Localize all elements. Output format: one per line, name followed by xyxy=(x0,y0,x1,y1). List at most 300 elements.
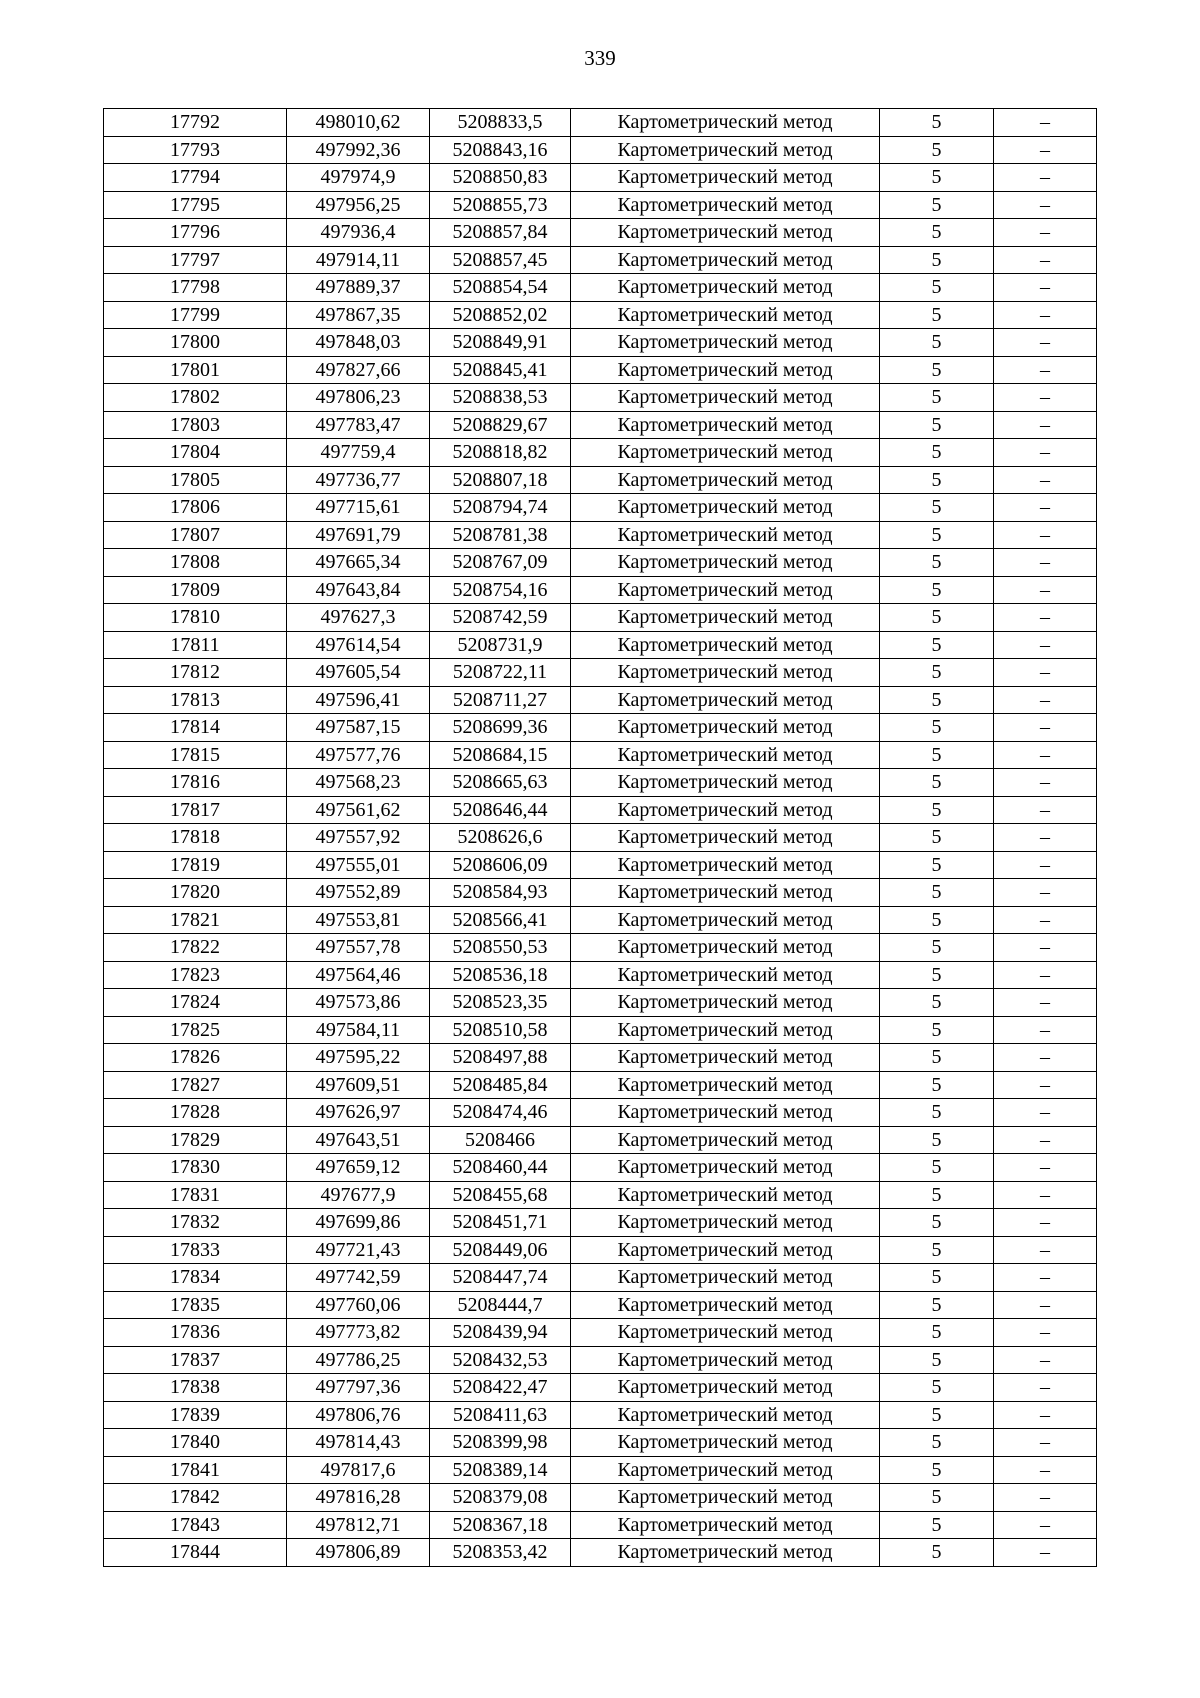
method-cell: Картометрический метод xyxy=(571,274,880,302)
point-number-cell: 17837 xyxy=(104,1346,287,1374)
note-cell: – xyxy=(994,246,1097,274)
table-row xyxy=(104,879,1097,907)
x-coordinate-cell: 497814,43 xyxy=(287,1429,430,1457)
accuracy-cell: 5 xyxy=(880,329,994,357)
accuracy-cell: 5 xyxy=(880,1209,994,1237)
y-coordinate-cell: 5208379,08 xyxy=(430,1484,571,1512)
point-number-cell: 17831 xyxy=(104,1181,287,1209)
point-number-cell: 17815 xyxy=(104,741,287,769)
table-row xyxy=(104,1429,1097,1457)
point-number-cell: 17820 xyxy=(104,879,287,907)
method-cell: Картометрический метод xyxy=(571,1429,880,1457)
method-cell: Картометрический метод xyxy=(571,191,880,219)
y-coordinate-cell: 5208606,09 xyxy=(430,851,571,879)
accuracy-cell: 5 xyxy=(880,494,994,522)
x-coordinate-cell: 497817,6 xyxy=(287,1456,430,1484)
note-cell: – xyxy=(994,329,1097,357)
note-cell: – xyxy=(994,879,1097,907)
method-cell: Картометрический метод xyxy=(571,934,880,962)
accuracy-cell: 5 xyxy=(880,1044,994,1072)
accuracy-cell: 5 xyxy=(880,301,994,329)
accuracy-cell: 5 xyxy=(880,1484,994,1512)
table-row xyxy=(104,906,1097,934)
method-cell: Картометрический метод xyxy=(571,1099,880,1127)
y-coordinate-cell: 5208536,18 xyxy=(430,961,571,989)
point-number-cell: 17843 xyxy=(104,1511,287,1539)
table-row xyxy=(104,1456,1097,1484)
accuracy-cell: 5 xyxy=(880,769,994,797)
accuracy-cell: 5 xyxy=(880,686,994,714)
accuracy-cell: 5 xyxy=(880,466,994,494)
note-cell: – xyxy=(994,411,1097,439)
accuracy-cell: 5 xyxy=(880,659,994,687)
accuracy-cell: 5 xyxy=(880,549,994,577)
table-row xyxy=(104,1016,1097,1044)
x-coordinate-cell: 497699,86 xyxy=(287,1209,430,1237)
y-coordinate-cell: 5208584,93 xyxy=(430,879,571,907)
accuracy-cell: 5 xyxy=(880,989,994,1017)
x-coordinate-cell: 497812,71 xyxy=(287,1511,430,1539)
note-cell: – xyxy=(994,494,1097,522)
x-coordinate-cell: 497848,03 xyxy=(287,329,430,357)
accuracy-cell: 5 xyxy=(880,824,994,852)
accuracy-cell: 5 xyxy=(880,1099,994,1127)
method-cell: Картометрический метод xyxy=(571,164,880,192)
point-number-cell: 17821 xyxy=(104,906,287,934)
y-coordinate-cell: 5208754,16 xyxy=(430,576,571,604)
note-cell: – xyxy=(994,1484,1097,1512)
accuracy-cell: 5 xyxy=(880,631,994,659)
table-row xyxy=(104,961,1097,989)
note-cell: – xyxy=(994,356,1097,384)
note-cell: – xyxy=(994,1044,1097,1072)
table-row xyxy=(104,1346,1097,1374)
note-cell: – xyxy=(994,741,1097,769)
method-cell: Картометрический метод xyxy=(571,1209,880,1237)
point-number-cell: 17839 xyxy=(104,1401,287,1429)
note-cell: – xyxy=(994,686,1097,714)
method-cell: Картометрический метод xyxy=(571,1264,880,1292)
x-coordinate-cell: 497773,82 xyxy=(287,1319,430,1347)
table-row xyxy=(104,439,1097,467)
point-number-cell: 17840 xyxy=(104,1429,287,1457)
method-cell: Картометрический метод xyxy=(571,1539,880,1567)
page-number: 339 xyxy=(584,46,616,70)
note-cell: – xyxy=(994,604,1097,632)
accuracy-cell: 5 xyxy=(880,356,994,384)
table-row xyxy=(104,1071,1097,1099)
y-coordinate-cell: 5208399,98 xyxy=(430,1429,571,1457)
note-cell: – xyxy=(994,796,1097,824)
table-row xyxy=(104,109,1097,137)
note-cell: – xyxy=(994,1539,1097,1567)
accuracy-cell: 5 xyxy=(880,934,994,962)
method-cell: Картометрический метод xyxy=(571,1071,880,1099)
y-coordinate-cell: 5208439,94 xyxy=(430,1319,571,1347)
y-coordinate-cell: 5208460,44 xyxy=(430,1154,571,1182)
table-row xyxy=(104,934,1097,962)
y-coordinate-cell: 5208367,18 xyxy=(430,1511,571,1539)
method-cell: Картометрический метод xyxy=(571,851,880,879)
y-coordinate-cell: 5208444,7 xyxy=(430,1291,571,1319)
note-cell: – xyxy=(994,714,1097,742)
point-number-cell: 17792 xyxy=(104,109,287,137)
note-cell: – xyxy=(994,191,1097,219)
point-number-cell: 17832 xyxy=(104,1209,287,1237)
x-coordinate-cell: 497759,4 xyxy=(287,439,430,467)
accuracy-cell: 5 xyxy=(880,521,994,549)
y-coordinate-cell: 5208852,02 xyxy=(430,301,571,329)
accuracy-cell: 5 xyxy=(880,1016,994,1044)
accuracy-cell: 5 xyxy=(880,1374,994,1402)
point-number-cell: 17826 xyxy=(104,1044,287,1072)
x-coordinate-cell: 497889,37 xyxy=(287,274,430,302)
x-coordinate-cell: 497595,22 xyxy=(287,1044,430,1072)
note-cell: – xyxy=(994,1264,1097,1292)
method-cell: Картометрический метод xyxy=(571,961,880,989)
accuracy-cell: 5 xyxy=(880,1264,994,1292)
y-coordinate-cell: 5208794,74 xyxy=(430,494,571,522)
table-row xyxy=(104,164,1097,192)
method-cell: Картометрический метод xyxy=(571,439,880,467)
x-coordinate-cell: 497659,12 xyxy=(287,1154,430,1182)
method-cell: Картометрический метод xyxy=(571,246,880,274)
table-row xyxy=(104,466,1097,494)
point-number-cell: 17829 xyxy=(104,1126,287,1154)
accuracy-cell: 5 xyxy=(880,1071,994,1099)
accuracy-cell: 5 xyxy=(880,274,994,302)
x-coordinate-cell: 497584,11 xyxy=(287,1016,430,1044)
note-cell: – xyxy=(994,1511,1097,1539)
note-cell: – xyxy=(994,989,1097,1017)
accuracy-cell: 5 xyxy=(880,191,994,219)
table-row xyxy=(104,1099,1097,1127)
x-coordinate-cell: 497587,15 xyxy=(287,714,430,742)
note-cell: – xyxy=(994,274,1097,302)
x-coordinate-cell: 497974,9 xyxy=(287,164,430,192)
note-cell: – xyxy=(994,824,1097,852)
method-cell: Картометрический метод xyxy=(571,686,880,714)
method-cell: Картометрический метод xyxy=(571,1291,880,1319)
table-row xyxy=(104,1401,1097,1429)
note-cell: – xyxy=(994,1016,1097,1044)
table-row xyxy=(104,796,1097,824)
x-coordinate-cell: 497786,25 xyxy=(287,1346,430,1374)
method-cell: Картометрический метод xyxy=(571,1401,880,1429)
point-number-cell: 17795 xyxy=(104,191,287,219)
accuracy-cell: 5 xyxy=(880,879,994,907)
method-cell: Картометрический метод xyxy=(571,769,880,797)
accuracy-cell: 5 xyxy=(880,714,994,742)
note-cell: – xyxy=(994,1291,1097,1319)
y-coordinate-cell: 5208854,54 xyxy=(430,274,571,302)
point-number-cell: 17804 xyxy=(104,439,287,467)
table-row xyxy=(104,521,1097,549)
method-cell: Картометрический метод xyxy=(571,466,880,494)
y-coordinate-cell: 5208838,53 xyxy=(430,384,571,412)
note-cell: – xyxy=(994,1319,1097,1347)
note-cell: – xyxy=(994,851,1097,879)
table-row xyxy=(104,274,1097,302)
y-coordinate-cell: 5208684,15 xyxy=(430,741,571,769)
note-cell: – xyxy=(994,384,1097,412)
y-coordinate-cell: 5208843,16 xyxy=(430,136,571,164)
note-cell: – xyxy=(994,1346,1097,1374)
y-coordinate-cell: 5208857,45 xyxy=(430,246,571,274)
y-coordinate-cell: 5208447,74 xyxy=(430,1264,571,1292)
point-number-cell: 17822 xyxy=(104,934,287,962)
point-number-cell: 17814 xyxy=(104,714,287,742)
method-cell: Картометрический метод xyxy=(571,714,880,742)
note-cell: – xyxy=(994,136,1097,164)
coordinates-table xyxy=(103,108,1097,1567)
method-cell: Картометрический метод xyxy=(571,741,880,769)
accuracy-cell: 5 xyxy=(880,1429,994,1457)
table-row xyxy=(104,576,1097,604)
accuracy-cell: 5 xyxy=(880,906,994,934)
point-number-cell: 17810 xyxy=(104,604,287,632)
table-row xyxy=(104,1044,1097,1072)
point-number-cell: 17824 xyxy=(104,989,287,1017)
point-number-cell: 17835 xyxy=(104,1291,287,1319)
point-number-cell: 17844 xyxy=(104,1539,287,1567)
point-number-cell: 17828 xyxy=(104,1099,287,1127)
method-cell: Картометрический метод xyxy=(571,329,880,357)
note-cell: – xyxy=(994,576,1097,604)
accuracy-cell: 5 xyxy=(880,796,994,824)
y-coordinate-cell: 5208767,09 xyxy=(430,549,571,577)
table-row xyxy=(104,384,1097,412)
x-coordinate-cell: 497816,28 xyxy=(287,1484,430,1512)
y-coordinate-cell: 5208833,5 xyxy=(430,109,571,137)
y-coordinate-cell: 5208665,63 xyxy=(430,769,571,797)
point-number-cell: 17841 xyxy=(104,1456,287,1484)
x-coordinate-cell: 497643,84 xyxy=(287,576,430,604)
table-row xyxy=(104,1539,1097,1567)
y-coordinate-cell: 5208857,84 xyxy=(430,219,571,247)
point-number-cell: 17798 xyxy=(104,274,287,302)
table-row xyxy=(104,1264,1097,1292)
y-coordinate-cell: 5208485,84 xyxy=(430,1071,571,1099)
note-cell: – xyxy=(994,1429,1097,1457)
method-cell: Картометрический метод xyxy=(571,604,880,632)
note-cell: – xyxy=(994,301,1097,329)
table-row xyxy=(104,631,1097,659)
y-coordinate-cell: 5208550,53 xyxy=(430,934,571,962)
table-row xyxy=(104,1181,1097,1209)
x-coordinate-cell: 497806,89 xyxy=(287,1539,430,1567)
table-row xyxy=(104,1511,1097,1539)
y-coordinate-cell: 5208818,82 xyxy=(430,439,571,467)
accuracy-cell: 5 xyxy=(880,219,994,247)
note-cell: – xyxy=(994,521,1097,549)
note-cell: – xyxy=(994,906,1097,934)
note-cell: – xyxy=(994,466,1097,494)
y-coordinate-cell: 5208829,67 xyxy=(430,411,571,439)
point-number-cell: 17793 xyxy=(104,136,287,164)
y-coordinate-cell: 5208474,46 xyxy=(430,1099,571,1127)
x-coordinate-cell: 497568,23 xyxy=(287,769,430,797)
point-number-cell: 17833 xyxy=(104,1236,287,1264)
x-coordinate-cell: 497936,4 xyxy=(287,219,430,247)
accuracy-cell: 5 xyxy=(880,439,994,467)
point-number-cell: 17838 xyxy=(104,1374,287,1402)
method-cell: Картометрический метод xyxy=(571,521,880,549)
y-coordinate-cell: 5208781,38 xyxy=(430,521,571,549)
point-number-cell: 17799 xyxy=(104,301,287,329)
y-coordinate-cell: 5208849,91 xyxy=(430,329,571,357)
accuracy-cell: 5 xyxy=(880,1126,994,1154)
method-cell: Картометрический метод xyxy=(571,1319,880,1347)
method-cell: Картометрический метод xyxy=(571,301,880,329)
point-number-cell: 17812 xyxy=(104,659,287,687)
table-row xyxy=(104,769,1097,797)
x-coordinate-cell: 497760,06 xyxy=(287,1291,430,1319)
method-cell: Картометрический метод xyxy=(571,576,880,604)
point-number-cell: 17823 xyxy=(104,961,287,989)
table-row xyxy=(104,1374,1097,1402)
point-number-cell: 17805 xyxy=(104,466,287,494)
point-number-cell: 17801 xyxy=(104,356,287,384)
y-coordinate-cell: 5208850,83 xyxy=(430,164,571,192)
accuracy-cell: 5 xyxy=(880,1539,994,1567)
x-coordinate-cell: 497596,41 xyxy=(287,686,430,714)
method-cell: Картометрический метод xyxy=(571,631,880,659)
method-cell: Картометрический метод xyxy=(571,356,880,384)
note-cell: – xyxy=(994,1209,1097,1237)
x-coordinate-cell: 497742,59 xyxy=(287,1264,430,1292)
x-coordinate-cell: 497573,86 xyxy=(287,989,430,1017)
x-coordinate-cell: 497992,36 xyxy=(287,136,430,164)
table-row xyxy=(104,824,1097,852)
note-cell: – xyxy=(994,1099,1097,1127)
y-coordinate-cell: 5208711,27 xyxy=(430,686,571,714)
method-cell: Картометрический метод xyxy=(571,1236,880,1264)
x-coordinate-cell: 497643,51 xyxy=(287,1126,430,1154)
method-cell: Картометрический метод xyxy=(571,1126,880,1154)
table-row xyxy=(104,1319,1097,1347)
table-row xyxy=(104,411,1097,439)
point-number-cell: 17825 xyxy=(104,1016,287,1044)
point-number-cell: 17819 xyxy=(104,851,287,879)
y-coordinate-cell: 5208510,58 xyxy=(430,1016,571,1044)
table-row xyxy=(104,301,1097,329)
x-coordinate-cell: 497553,81 xyxy=(287,906,430,934)
x-coordinate-cell: 497557,78 xyxy=(287,934,430,962)
x-coordinate-cell: 497677,9 xyxy=(287,1181,430,1209)
x-coordinate-cell: 497609,51 xyxy=(287,1071,430,1099)
method-cell: Картометрический метод xyxy=(571,109,880,137)
x-coordinate-cell: 497715,61 xyxy=(287,494,430,522)
table-row xyxy=(104,356,1097,384)
accuracy-cell: 5 xyxy=(880,109,994,137)
y-coordinate-cell: 5208353,42 xyxy=(430,1539,571,1567)
x-coordinate-cell: 497564,46 xyxy=(287,961,430,989)
note-cell: – xyxy=(994,164,1097,192)
method-cell: Картометрический метод xyxy=(571,136,880,164)
x-coordinate-cell: 497561,62 xyxy=(287,796,430,824)
accuracy-cell: 5 xyxy=(880,246,994,274)
x-coordinate-cell: 497614,54 xyxy=(287,631,430,659)
table-row xyxy=(104,136,1097,164)
note-cell: – xyxy=(994,549,1097,577)
accuracy-cell: 5 xyxy=(880,576,994,604)
method-cell: Картометрический метод xyxy=(571,1181,880,1209)
x-coordinate-cell: 497797,36 xyxy=(287,1374,430,1402)
table-row xyxy=(104,549,1097,577)
point-number-cell: 17811 xyxy=(104,631,287,659)
y-coordinate-cell: 5208742,59 xyxy=(430,604,571,632)
y-coordinate-cell: 5208699,36 xyxy=(430,714,571,742)
x-coordinate-cell: 497736,77 xyxy=(287,466,430,494)
table-row xyxy=(104,246,1097,274)
method-cell: Картометрический метод xyxy=(571,384,880,412)
method-cell: Картометрический метод xyxy=(571,1484,880,1512)
x-coordinate-cell: 497665,34 xyxy=(287,549,430,577)
x-coordinate-cell: 497783,47 xyxy=(287,411,430,439)
note-cell: – xyxy=(994,439,1097,467)
accuracy-cell: 5 xyxy=(880,136,994,164)
y-coordinate-cell: 5208566,41 xyxy=(430,906,571,934)
table-row xyxy=(104,659,1097,687)
x-coordinate-cell: 497552,89 xyxy=(287,879,430,907)
x-coordinate-cell: 497577,76 xyxy=(287,741,430,769)
table-row xyxy=(104,494,1097,522)
point-number-cell: 17807 xyxy=(104,521,287,549)
x-coordinate-cell: 497827,66 xyxy=(287,356,430,384)
method-cell: Картометрический метод xyxy=(571,879,880,907)
point-number-cell: 17794 xyxy=(104,164,287,192)
accuracy-cell: 5 xyxy=(880,1401,994,1429)
table-row xyxy=(104,219,1097,247)
y-coordinate-cell: 5208422,47 xyxy=(430,1374,571,1402)
y-coordinate-cell: 5208731,9 xyxy=(430,631,571,659)
y-coordinate-cell: 5208389,14 xyxy=(430,1456,571,1484)
point-number-cell: 17813 xyxy=(104,686,287,714)
accuracy-cell: 5 xyxy=(880,411,994,439)
y-coordinate-cell: 5208855,73 xyxy=(430,191,571,219)
x-coordinate-cell: 497806,23 xyxy=(287,384,430,412)
y-coordinate-cell: 5208411,63 xyxy=(430,1401,571,1429)
method-cell: Картометрический метод xyxy=(571,219,880,247)
table-row xyxy=(104,1484,1097,1512)
table-row xyxy=(104,1154,1097,1182)
table-row xyxy=(104,741,1097,769)
point-number-cell: 17796 xyxy=(104,219,287,247)
x-coordinate-cell: 497605,54 xyxy=(287,659,430,687)
x-coordinate-cell: 497627,3 xyxy=(287,604,430,632)
table-row xyxy=(104,1291,1097,1319)
point-number-cell: 17802 xyxy=(104,384,287,412)
accuracy-cell: 5 xyxy=(880,164,994,192)
method-cell: Картометрический метод xyxy=(571,906,880,934)
note-cell: – xyxy=(994,631,1097,659)
y-coordinate-cell: 5208845,41 xyxy=(430,356,571,384)
method-cell: Картометрический метод xyxy=(571,1374,880,1402)
accuracy-cell: 5 xyxy=(880,851,994,879)
accuracy-cell: 5 xyxy=(880,604,994,632)
note-cell: – xyxy=(994,1181,1097,1209)
point-number-cell: 17830 xyxy=(104,1154,287,1182)
point-number-cell: 17797 xyxy=(104,246,287,274)
point-number-cell: 17816 xyxy=(104,769,287,797)
accuracy-cell: 5 xyxy=(880,1236,994,1264)
note-cell: – xyxy=(994,659,1097,687)
x-coordinate-cell: 497691,79 xyxy=(287,521,430,549)
accuracy-cell: 5 xyxy=(880,1181,994,1209)
point-number-cell: 17834 xyxy=(104,1264,287,1292)
x-coordinate-cell: 497914,11 xyxy=(287,246,430,274)
